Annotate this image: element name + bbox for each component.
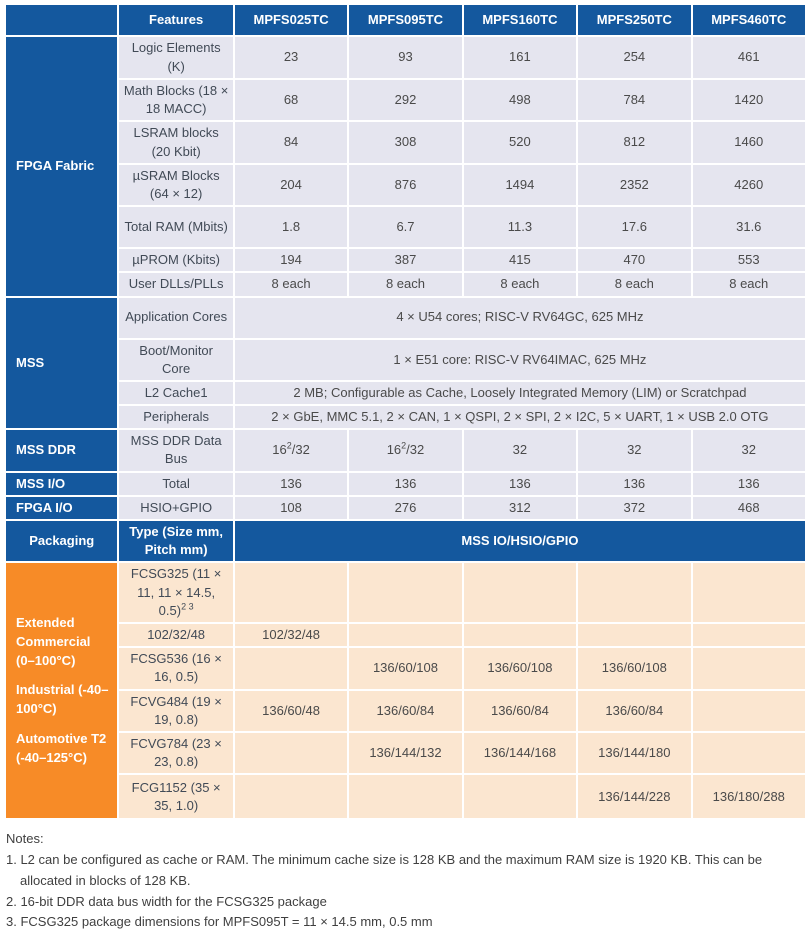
table-row — [6, 733, 805, 773]
value-cell: 1.8 — [235, 207, 347, 247]
value-cell — [349, 775, 461, 818]
value-cell-span: 4 × U54 cores; RISC-V RV64GC, 625 MHz — [235, 298, 805, 338]
value-cell: 194 — [235, 249, 347, 271]
value-cell: 553 — [693, 249, 805, 271]
device-header-mpfs160tc: MPFS160TC — [464, 5, 576, 35]
feature-cell: MSS DDR Data Bus — [119, 430, 232, 470]
package-type-cell: 102/32/48 — [119, 624, 232, 646]
notes-title: Notes: — [6, 831, 44, 847]
value-cell: 23 — [235, 37, 347, 78]
temp-grade-industrial: Industrial (-40–100°C) — [16, 682, 109, 717]
section-label-packaging: Packaging — [6, 521, 117, 561]
section-label-mss: MSS — [6, 298, 117, 429]
table-row — [6, 624, 805, 646]
table-row — [6, 406, 805, 428]
section-label-fpga-fabric: FPGA Fabric — [6, 37, 117, 296]
value-cell: 102/32/48 — [235, 624, 347, 646]
device-header-mpfs025tc: MPFS025TC — [235, 5, 347, 35]
packaging-header-row — [6, 521, 805, 561]
value-cell: 136/60/84 — [578, 691, 690, 731]
value-cell: 312 — [464, 497, 576, 519]
table-row — [6, 122, 805, 162]
table-row — [6, 430, 805, 470]
feature-cell: Peripherals — [119, 406, 232, 428]
value-cell-span: 2 × GbE, MMC 5.1, 2 × CAN, 1 × QSPI, 2 × SPI, 2 × I2C, 5 × UART, 1 × USB 2.0 OTG — [235, 406, 805, 428]
feature-cell: Math Blocks (18 × 18 MACC) — [119, 80, 232, 120]
table-row — [6, 691, 805, 731]
value-cell: 136/60/108 — [578, 648, 690, 688]
value-cell: 308 — [349, 122, 461, 162]
value-cell: 136/144/168 — [464, 733, 576, 773]
value-cell — [693, 691, 805, 731]
value-cell: 32 — [578, 430, 690, 470]
value-cell: 136/144/132 — [349, 733, 461, 773]
value-cell: 876 — [349, 165, 461, 205]
value-cell: 93 — [349, 37, 461, 78]
feature-cell: L2 Cache1 — [119, 382, 232, 404]
value-cell: 136 — [235, 473, 347, 495]
feature-cell: µPROM (Kbits) — [119, 249, 232, 271]
feature-cell: User DLLs/PLLs — [119, 273, 232, 295]
value-cell: 204 — [235, 165, 347, 205]
value-cell: 812 — [578, 122, 690, 162]
mss-io-hsio-gpio-header: MSS IO/HSIO/GPIO — [235, 521, 805, 561]
value-cell: 136/144/180 — [578, 733, 690, 773]
footnote-ref: 2 3 — [181, 601, 194, 612]
table-row — [6, 207, 805, 247]
package-type-cell: FCSG325 (11 × 11, 11 × 14.5, 0.5)$^{2 3}$ — [119, 563, 232, 622]
notes-section — [6, 829, 806, 933]
value-cell: 415 — [464, 249, 576, 271]
value-cell: 254 — [578, 37, 690, 78]
package-type-cell: FCSG536 (16 × 16, 0.5) — [119, 648, 232, 688]
package-type-cell: FCVG784 (23 × 23, 0.8) — [119, 733, 232, 773]
value-cell — [235, 563, 347, 622]
value-cell: 32 — [464, 430, 576, 470]
value-cell: 387 — [349, 249, 461, 271]
value-cell: 84 — [235, 122, 347, 162]
table-row — [6, 80, 805, 120]
value-cell: 470 — [578, 249, 690, 271]
value-cell — [464, 624, 576, 646]
note-1: 1. L2 can be configured as cache or RAM. The minimum cache size is 128 KB and the maximum RAM size is 1920 KB. This can be allocated in blocks of 128 KB. — [6, 852, 763, 888]
feature-cell: Application Cores — [119, 298, 232, 338]
corner-cell — [6, 5, 117, 35]
value-cell: 17.6 — [578, 207, 690, 247]
table-row — [6, 497, 805, 519]
table-row — [6, 473, 805, 495]
value-cell: 68 — [235, 80, 347, 120]
value-cell — [235, 733, 347, 773]
value-cell: 8 each — [578, 273, 690, 295]
table-row — [6, 249, 805, 271]
table-row — [6, 648, 805, 688]
device-header-mpfs250tc: MPFS250TC — [578, 5, 690, 35]
value-cell: 6.7 — [349, 207, 461, 247]
value-cell: $16^2/32$ — [349, 430, 461, 470]
device-header-mpfs095tc: MPFS095TC — [349, 5, 461, 35]
value-cell: 108 — [235, 497, 347, 519]
feature-cell: Boot/Monitor Core — [119, 340, 232, 380]
value-cell: 276 — [349, 497, 461, 519]
value-cell: 161 — [464, 37, 576, 78]
value-cell: 1420 — [693, 80, 805, 120]
value-cell: 292 — [349, 80, 461, 120]
value-cell: 8 each — [235, 273, 347, 295]
feature-cell: LSRAM blocks (20 Kbit) — [119, 122, 232, 162]
value-cell: 1460 — [693, 122, 805, 162]
value-cell — [464, 563, 576, 622]
value-cell — [235, 775, 347, 818]
value-cell — [349, 624, 461, 646]
value-cell: 8 each — [693, 273, 805, 295]
value-cell — [578, 624, 690, 646]
value-cell: 136 — [693, 473, 805, 495]
section-label-mss-io: MSS I/O — [6, 473, 117, 495]
value-cell: 4260 — [693, 165, 805, 205]
value-cell — [693, 733, 805, 773]
feature-cell: Total RAM (Mbits) — [119, 207, 232, 247]
value-cell: 31.6 — [693, 207, 805, 247]
value-cell: 8 each — [464, 273, 576, 295]
footnote-ref: 2 — [401, 441, 407, 452]
note-3: 3. FCSG325 package dimensions for MPFS095T = 11 × 14.5 mm, 0.5 mm — [6, 914, 433, 930]
value-cell: 136 — [349, 473, 461, 495]
temp-grade-automotive: Automotive T2 (-40–125°C) — [16, 731, 107, 765]
table-row — [6, 37, 805, 78]
value-cell: 520 — [464, 122, 576, 162]
feature-cell: Logic Elements (K) — [119, 37, 232, 78]
value-cell: 372 — [578, 497, 690, 519]
package-type-cell: FCVG484 (19 × 19, 0.8) — [119, 691, 232, 731]
value-cell: 461 — [693, 37, 805, 78]
value-cell-span: 2 MB; Configurable as Cache, Loosely Integrated Memory (LIM) or Scratchpad — [235, 382, 805, 404]
table-row — [6, 775, 805, 818]
value-cell — [235, 648, 347, 688]
value-cell: 136/60/108 — [349, 648, 461, 688]
table-row — [6, 563, 805, 622]
value-cell: $16^2/32$ — [235, 430, 347, 470]
value-cell: 136 — [464, 473, 576, 495]
value-cell: 136/144/228 — [578, 775, 690, 818]
value-cell — [693, 648, 805, 688]
table-row — [6, 298, 805, 338]
value-cell: 136/60/48 — [235, 691, 347, 731]
note-2: 2. 16-bit DDR data bus width for the FCSG325 package — [6, 893, 327, 909]
value-cell: 11.3 — [464, 207, 576, 247]
value-cell: 136/60/84 — [464, 691, 576, 731]
table-row — [6, 382, 805, 404]
spec-table — [4, 3, 807, 820]
value-cell: 468 — [693, 497, 805, 519]
value-cell: 136/60/84 — [349, 691, 461, 731]
value-cell — [693, 624, 805, 646]
table-row — [6, 165, 805, 205]
value-cell: 2352 — [578, 165, 690, 205]
value-cell — [349, 563, 461, 622]
device-header-mpfs460tc: MPFS460TC — [693, 5, 805, 35]
value-cell: 784 — [578, 80, 690, 120]
footnote-ref: 2 — [286, 441, 292, 452]
value-cell-span: 1 × E51 core: RISC-V RV64IMAC, 625 MHz — [235, 340, 805, 380]
value-cell: 1494 — [464, 165, 576, 205]
feature-cell: µSRAM Blocks (64 × 12) — [119, 165, 232, 205]
feature-cell: Total — [119, 473, 232, 495]
table-header-row — [6, 5, 805, 35]
package-type-cell: FCG1152 (35 × 35, 1.0) — [119, 775, 232, 818]
value-cell — [578, 563, 690, 622]
temp-grade-extended-commercial: Extended Commercial (0–100°C) — [16, 614, 91, 668]
temp-grades-cell — [6, 563, 117, 818]
section-label-fpga-io: FPGA I/O — [6, 497, 117, 519]
table-row — [6, 273, 805, 295]
value-cell: 136 — [578, 473, 690, 495]
value-cell: 136/180/288 — [693, 775, 805, 818]
table-row — [6, 340, 805, 380]
value-cell: 32 — [693, 430, 805, 470]
section-label-mss-ddr: MSS DDR — [6, 430, 117, 470]
features-header: Features — [119, 5, 232, 35]
feature-cell: HSIO+GPIO — [119, 497, 232, 519]
value-cell: 8 each — [349, 273, 461, 295]
value-cell — [464, 775, 576, 818]
value-cell: 498 — [464, 80, 576, 120]
package-type-header: Type (Size mm, Pitch mm) — [119, 521, 232, 561]
value-cell: 136/60/108 — [464, 648, 576, 688]
value-cell — [693, 563, 805, 622]
